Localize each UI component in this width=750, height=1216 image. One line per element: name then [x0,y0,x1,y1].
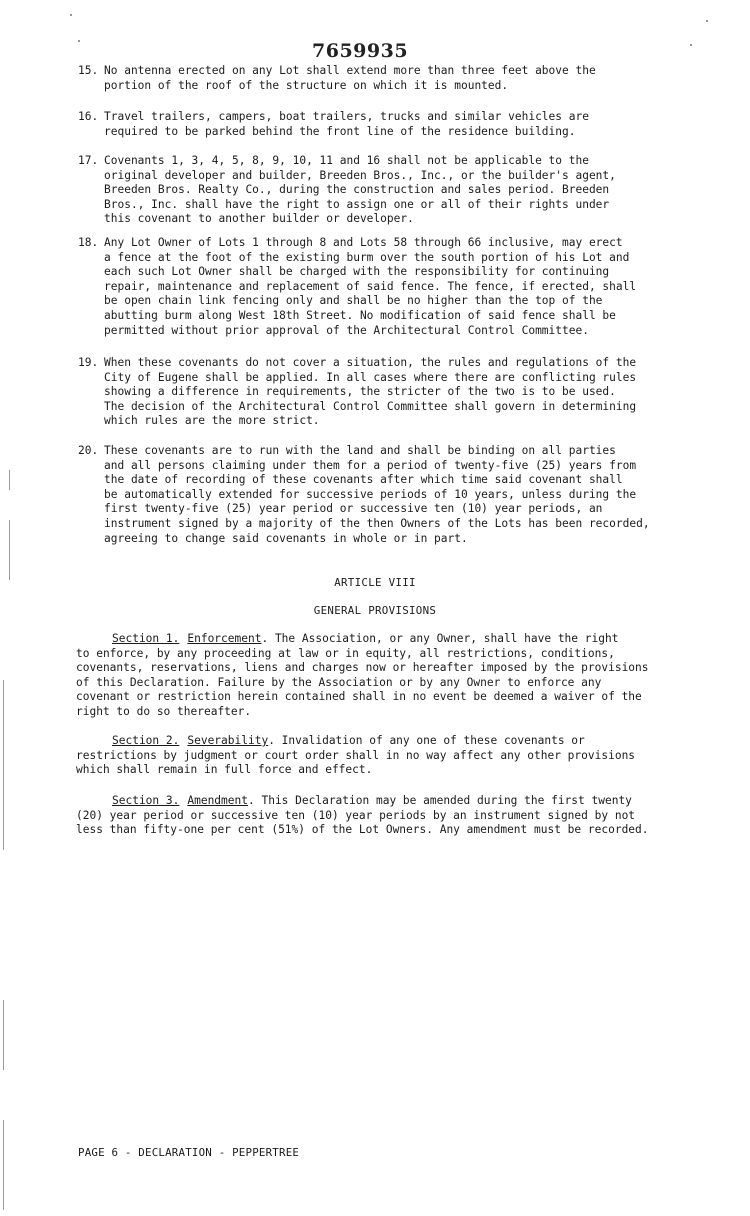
section-text: Invalidation of any one of these covenants or restrictions by judgment or court order shall in no way affect any other provisions which shall remain in full force and effect. [76,734,636,777]
item-number: 17. [78,154,99,167]
scan-speck [706,20,708,22]
item-text: When these covenants do not cover a situation, the rules and regulations of the City of Eugene shall be applied. In all cases where there are conflicting rules showing a difference in requirements, the stricter of the two is to be used. The decision of the Architectural Control Committee shall govern in determining which rules are the more strict. [104,356,637,428]
covenant-item-15 [78,64,714,93]
item-number: 19. [78,356,99,369]
covenant-item-18 [78,236,714,338]
scan-artifact [9,520,10,580]
covenant-item-20 [78,444,714,546]
article-subheading: GENERAL PROVISIONS [313,604,437,617]
section-title: Enforcement [187,632,262,645]
item-text: Travel trailers, campers, boat trailers, trucks and similar vehicles are required to be parked behind the front line of the residence building. [104,110,589,138]
item-number: 20. [78,444,99,457]
item-number: 15. [78,64,99,77]
item-text: These covenants are to run with the land and shall be binding on all parties and all persons claiming under them for a period of twenty-five (25) years from the date of recording of these covenants after which time said covenant shall be automatically extended for successive periods of 10 years, unless during the first twenty-five (25) year period or successive ten (10) year periods, an instrument signed by a majority of the then Owners of the Lots has been recorded, agreeing to change said covenants in whole or in part. [104,444,650,545]
section-text: This Declaration may be amended during the first twenty (20) year period or successive ten (10) year periods by an instrument signed by not less than fifty-one per cent (51%) of the Lot Owners. Any amendment must be recorded. [76,794,649,837]
item-number: 16. [78,110,99,123]
scan-artifact [3,1000,4,1070]
section-label: Section 3. [112,794,180,807]
scan-speck [70,14,72,16]
item-text: Covenants 1, 3, 4, 5, 8, 9, 10, 11 and 16 shall not be applicable to the original developer and builder, Breeden Bros., Inc., or the builder's agent, Breeden Bros. Realty Co., during the construction and sales period. Breeden Bros., Inc. shall have the right to assign one or all of their rights under this covenant to another builder or developer. [104,154,616,226]
scan-artifact [9,470,10,490]
scan-speck [690,44,692,46]
item-number: 18. [78,236,99,249]
section-text: The Association, or any Owner, shall have the right to enforce, by any proceeding at law or in equity, all restrictions, conditions, covenants, reservations, liens and charges now or hereafter imposed by the provisions of this Declaration. Failure by the Association or by any Owner to enforce any covenant or restriction herein contained shall in no event be deemed a waiver of the right to do so thereafter. [76,632,649,718]
article-heading: ARTICLE VIII [334,576,416,589]
covenant-item-16 [78,110,714,139]
section-label: Section 2. [112,734,180,747]
section-title: Severability [187,734,269,747]
item-text: No antenna erected on any Lot shall extend more than three feet above the portion of the roof of the structure on which it is mounted. [104,64,596,92]
scan-artifact [3,1120,4,1210]
covenant-item-19 [78,356,714,429]
section-label: Section 1. [112,632,180,645]
scan-artifact [3,680,4,850]
section-enforcement: Section 1. Enforcement. The Association, or any Owner, shall have the right to enforce, by any proceeding at law or in equity, all restrictions, conditions, covenants, reservations, liens and charges now or hereafter imposed by the provisions of this Declaration. Failure by the Association or by any Owner to enforce any covenant or restriction herein contained shall in no event be deemed a waiver of the right to do so thereafter. [76,632,649,718]
section-title: Amendment [187,794,248,807]
section-severability: Section 2. Severability. Invalidation of any one of these covenants or restrictions by judgment or court order shall in no way affect any other provisions which shall remain in full force and effect. [76,734,636,777]
page-footer: PAGE 6 - DECLARATION - PEPPERTREE [78,1146,300,1159]
section-amendment: Section 3. Amendment. This Declaration may be amended during the first twenty (20) year period or successive ten (10) year periods by an instrument signed by not less than fifty-one per cent (51%) of the Lot Owners. Any amendment must be recorded. [76,794,649,837]
scan-speck [78,40,80,42]
recording-number: 7659935 [312,40,409,62]
item-text: Any Lot Owner of Lots 1 through 8 and Lots 58 through 66 inclusive, may erect a fence at the foot of the existing burm over the south portion of his Lot and each such Lot Owner shall be charged with the responsibility for continuing repair, maintenance and replacement of said fence. The fence, if erected, shall be open chain link fencing only and shall be no higher than the top of the abutting burm along West 18th Street. No modification of said fence shall be permitted without prior approval of the Architectural Control Committee. [104,236,637,337]
covenant-item-17 [78,154,714,227]
